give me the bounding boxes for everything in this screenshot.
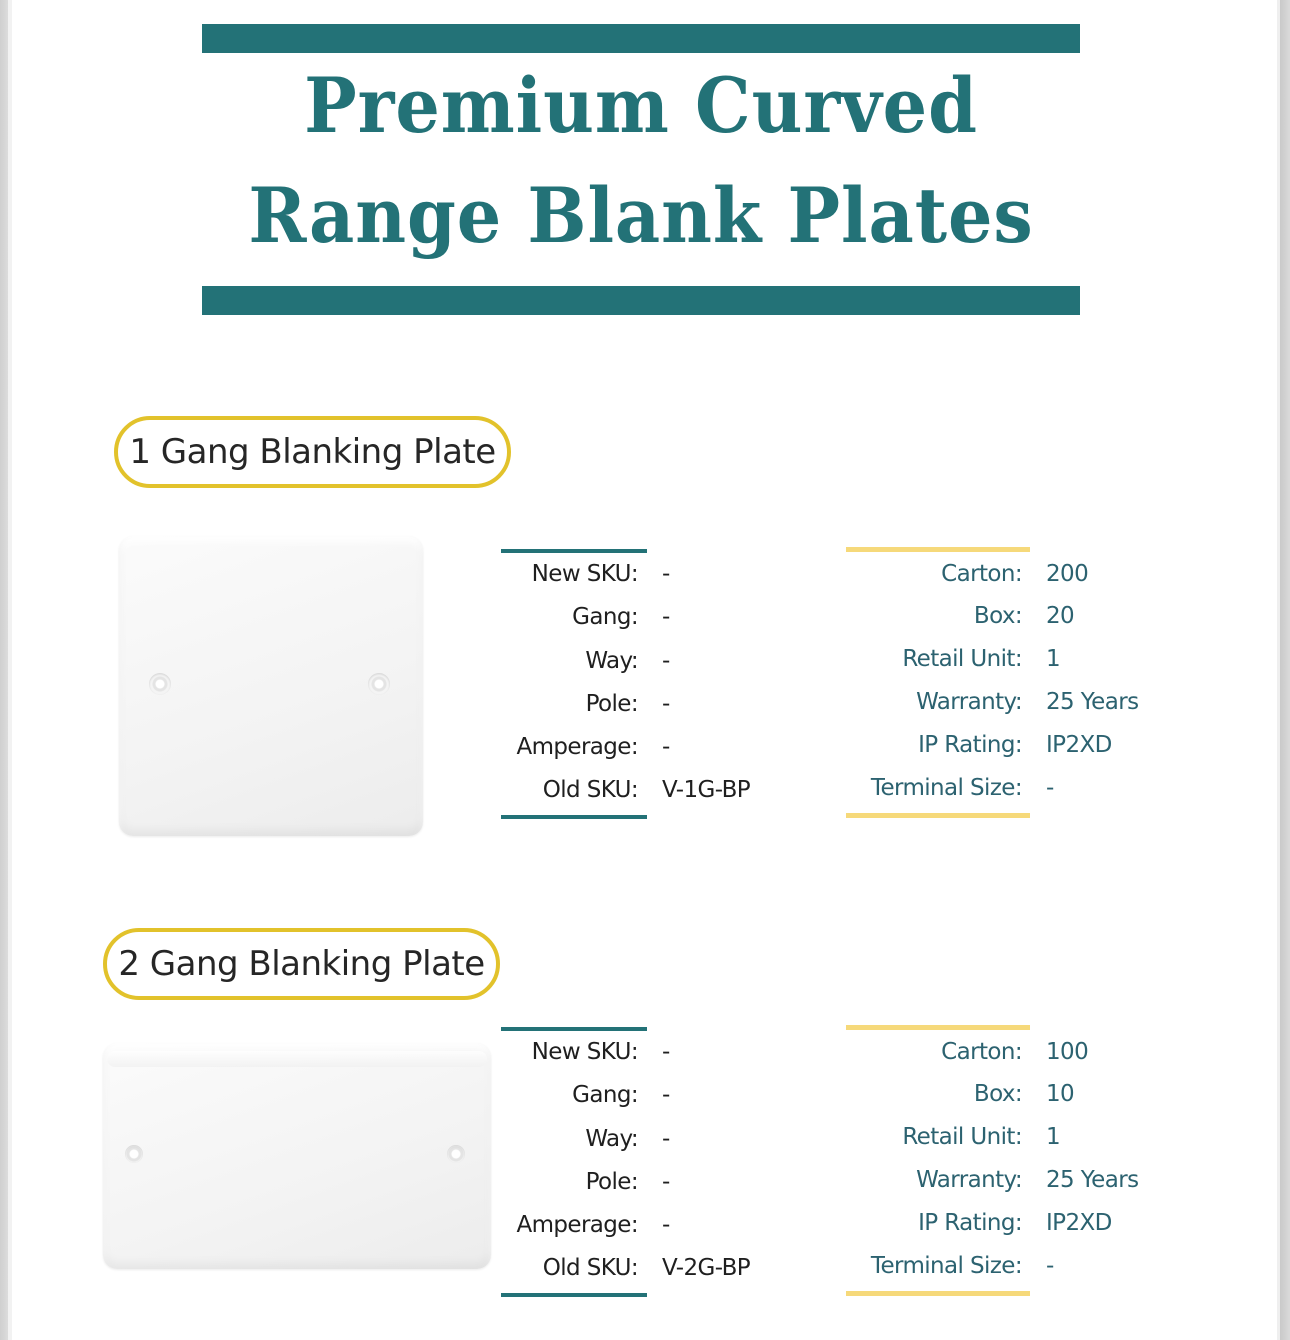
spec-label: Warranty: [916,1167,1022,1193]
spec-value: - [1046,1253,1054,1279]
page-edge-left [0,0,8,1340]
page-title-line-1: Premium Curved [304,61,978,150]
spec-label: New SKU: [531,1039,638,1065]
screw-hole-icon [149,673,171,695]
spec-rule-bottom [501,815,647,819]
spec-value: - [662,1082,670,1108]
spec-row [800,1039,1089,1065]
spec-rule-bottom [501,1293,647,1297]
spec-value: - [1046,775,1054,801]
spec-value: - [662,1126,670,1152]
spec-value: 25 Years [1046,1167,1139,1193]
spec-rule-bottom [846,1291,1030,1296]
spec-value: 1 [1046,1124,1061,1150]
spec-label: Box: [973,603,1022,629]
spec-row [800,1253,1054,1279]
spec-value: - [662,604,670,630]
spec-value: IP2XD [1046,1210,1112,1236]
product-name-pill: 2 Gang Blanking Plate [103,928,500,1000]
title-bar-top [202,24,1080,53]
title-bar-bottom [202,286,1080,315]
spec-row [440,561,670,587]
spec-row [800,732,1112,758]
spec-rule-top [846,547,1030,552]
page-edge-right [1280,0,1290,1340]
spec-label: Terminal Size: [870,775,1022,801]
spec-value: IP2XD [1046,732,1112,758]
spec-label: Gang: [572,604,638,630]
spec-label: Old SKU: [542,1255,638,1281]
spec-row [800,561,1089,587]
spec-label: Way: [585,1126,638,1152]
spec-label: New SKU: [531,561,638,587]
spec-row [440,1039,670,1065]
spec-row [800,1081,1075,1107]
page-edge-left-shadow [8,0,12,1340]
spec-row [440,1126,670,1152]
spec-value: - [662,1169,670,1195]
spec-label: Warranty: [916,689,1022,715]
spec-row [800,1210,1112,1236]
spec-row [800,775,1054,801]
spec-row [440,1169,670,1195]
product-image-1-gang-plate [119,536,423,836]
spec-label: Gang: [572,1082,638,1108]
spec-value: V-1G-BP [662,777,751,803]
spec-label: Retail Unit: [902,646,1022,672]
spec-rule-top [501,549,647,553]
spec-row [800,1167,1139,1193]
product-name-pill: 1 Gang Blanking Plate [114,416,511,488]
spec-value: 200 [1046,561,1089,587]
spec-row [440,777,751,803]
spec-row [440,1255,751,1281]
spec-label: Carton: [941,1039,1022,1065]
spec-value: 20 [1046,603,1075,629]
spec-row [440,648,670,674]
screw-hole-icon [368,673,390,695]
spec-value: - [662,691,670,717]
product-image-2-gang-plate [103,1043,491,1269]
spec-label: Way: [585,648,638,674]
spec-value: - [662,648,670,674]
spec-value: - [662,1039,670,1065]
spec-label: Amperage: [516,1212,638,1238]
spec-row [800,603,1075,629]
spec-rule-top [501,1027,647,1031]
page-title-line-2: Range Blank Plates [248,171,1034,260]
spec-row [440,604,670,630]
spec-value: - [662,561,670,587]
spec-value: V-2G-BP [662,1255,751,1281]
spec-row [800,1124,1061,1150]
spec-label: Retail Unit: [902,1124,1022,1150]
spec-value: 100 [1046,1039,1089,1065]
spec-label: Pole: [585,691,638,717]
spec-row [440,734,670,760]
spec-label: Terminal Size: [870,1253,1022,1279]
spec-row [800,689,1139,715]
spec-rule-bottom [846,813,1030,818]
spec-label: Box: [973,1081,1022,1107]
spec-label: Old SKU: [542,777,638,803]
spec-row [440,1082,670,1108]
spec-row [440,1212,670,1238]
spec-label: IP Rating: [918,732,1022,758]
spec-value: 1 [1046,646,1061,672]
spec-label: Pole: [585,1169,638,1195]
spec-label: Amperage: [516,734,638,760]
spec-value: 25 Years [1046,689,1139,715]
spec-value: - [662,1212,670,1238]
spec-label: Carton: [941,561,1022,587]
spec-label: IP Rating: [918,1210,1022,1236]
spec-value: - [662,734,670,760]
spec-rule-top [846,1025,1030,1030]
screw-hole-icon [125,1145,143,1163]
spec-row [440,691,670,717]
spec-row [800,646,1061,672]
spec-value: 10 [1046,1081,1075,1107]
